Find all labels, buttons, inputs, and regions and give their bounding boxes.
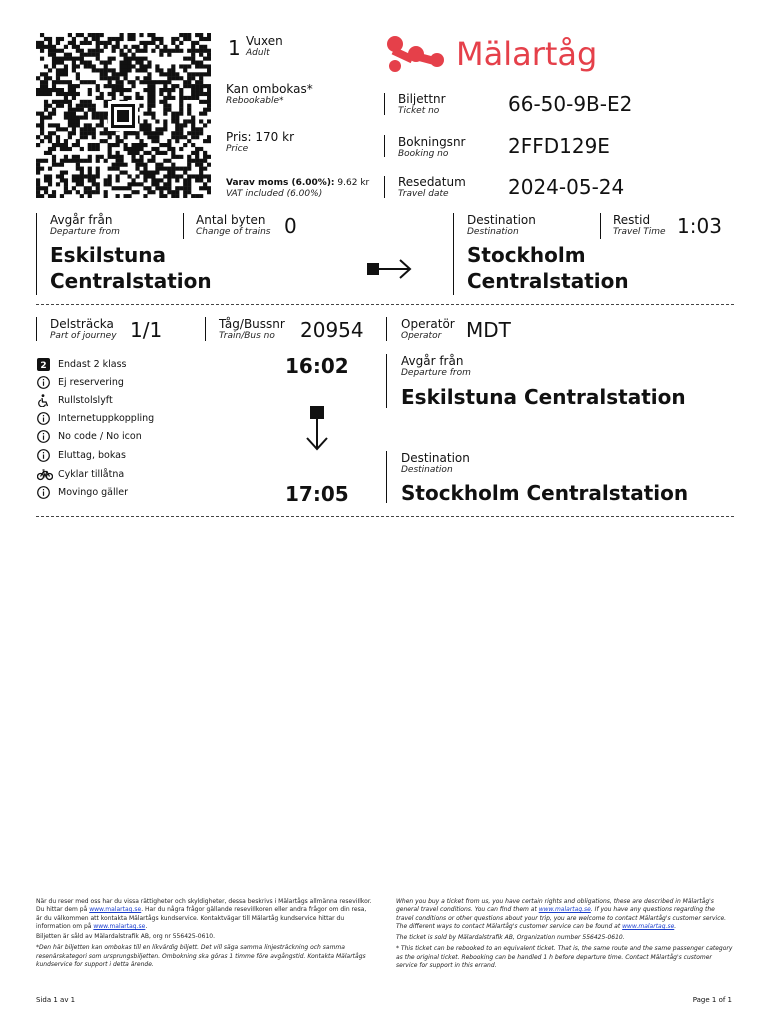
page-number-sv: Sida 1 av 1: [36, 996, 76, 1004]
price: [226, 131, 294, 154]
ticket-no-en: Ticket no: [398, 106, 440, 116]
booking-no: 2FFD129E: [508, 134, 610, 158]
travel-time-sv: Restid: [613, 213, 651, 227]
changes-label: [196, 214, 271, 237]
part-en: Part of journey: [50, 331, 117, 341]
feature-item: [37, 375, 124, 389]
feature-label: No code / No icon: [58, 430, 142, 442]
footer-en-link[interactable]: www.malartag.se: [622, 922, 675, 930]
footer-sv-text: . Har du några frågor gällande reseviIlkoren eller andra frågor om din resa, är du välkommen att kontakta Mälartågs kundservice. Kontaktvägar till Mälartåg kundservice hittar du information om på: [36, 906, 367, 930]
travel-date-label: [398, 176, 466, 199]
footer-english: [396, 898, 734, 970]
journey-departure-sv: Avgår från: [50, 213, 113, 227]
train-label: [219, 318, 285, 341]
changes-count: 0: [284, 214, 297, 238]
train-en: Train/Bus no: [219, 331, 275, 341]
price-en: Price: [226, 144, 249, 154]
booking-no-en: Booking no: [398, 149, 449, 159]
journey-destination-en: Destination: [467, 227, 519, 237]
footer-sv-link[interactable]: www.malartag.se: [89, 906, 142, 914]
footer-en-paragraph: [396, 898, 734, 931]
divider: [36, 304, 734, 305]
footer-en-text: . If you have any questions regarding the travel conditions or other questions about your trip, you are welcome to contact Mälartåg's customer service. The different ways to contact Mälartåg's customer service can be found at: [396, 906, 727, 930]
feature-label: Cyklar tillåtna: [58, 468, 125, 480]
footer-sv-seller: Biljetten är såld av Mälardalstrafik AB, org nr 556425-0610.: [36, 933, 215, 941]
feature-label: Rullstolslyft: [58, 394, 113, 406]
departure-time: 16:02: [285, 354, 349, 378]
operator-sv: Operatör: [401, 317, 455, 331]
part-sv: Delsträcka: [50, 317, 114, 331]
leg-to-sv: Destination: [401, 451, 470, 465]
passenger-type-en: Adult: [246, 48, 270, 58]
feature-item: [37, 357, 127, 371]
changes-en: Change of trains: [196, 227, 271, 237]
operator: MDT: [466, 318, 511, 342]
travel-time-en: Travel Time: [613, 227, 666, 237]
ticket-no: 66-50-9B-E2: [508, 92, 633, 116]
footer-en-rebook: * This ticket can be rebooked to an equivalent ticket. That is, the same route and the same passenger category as the original ticket. Rebooking can be handled 1 h before departure time. Contact Mälartåg's customer service for support in this errand.: [396, 945, 733, 970]
divider: [36, 516, 734, 517]
feature-label: Internetuppkoppling: [58, 412, 155, 424]
operator-label: [401, 318, 455, 341]
footer-sv-text: .: [145, 922, 148, 930]
footer-sv-paragraph: [36, 898, 372, 931]
rebookable: [226, 83, 313, 106]
operator-en: Operator: [401, 331, 442, 341]
svg-text:2: 2: [40, 360, 47, 371]
vat-en: VAT included (6.00%): [226, 189, 323, 199]
arrival-time: 17:05: [285, 482, 349, 506]
feature-label: Endast 2 klass: [58, 358, 127, 370]
info-icon: [37, 486, 50, 499]
footer-en-text: When you buy a ticket from us, you have certain rights and obligations, these are described in Mälartåg's general travel conditions. You can find them at: [396, 898, 714, 914]
booking-no-label: [398, 136, 465, 159]
rebookable-sv: Kan ombokas*: [226, 82, 313, 96]
journey-departure-line1: Eskilstuna: [50, 243, 167, 267]
journey-destination-line2: Centralstation: [467, 269, 629, 293]
travel-date-en: Travel date: [398, 189, 449, 199]
feature-item: [37, 411, 154, 425]
footer-en-seller: The ticket is sold by Mälardalstrafik AB, Organization number 556425-0610.: [396, 934, 625, 942]
leg-to-en: Destination: [401, 465, 453, 475]
leg-from-en: Departure from: [401, 368, 471, 378]
journey-departure-label: [50, 214, 120, 237]
passenger-count: 1: [228, 36, 241, 60]
footer-sv-text: När du reser med oss har du vissa rättigheter och skyldigheter, dessa beskrivs i Mälartågs allmänna reseviIlkor. Du hittar dem på: [36, 898, 372, 914]
brand-logo: [384, 34, 597, 74]
feature-item: [37, 393, 113, 407]
footer-sv-rebook: *Den här biljetten kan ombokas till en likvärdig biljett. Det vill säga samma linjesträckning och samma resenärskategori som ursprungsbiljetten. Ombokning ska göras 1 timme före avgångstid. Kontakta Mälartågs kundservice for support i detta ärende.: [36, 944, 366, 969]
feature-item: [37, 429, 142, 443]
brand-name: Mälartåg: [456, 35, 598, 73]
journey-destination-line1: Stockholm: [467, 243, 586, 267]
ticket-no-label: [398, 93, 446, 116]
ticket-no-sv: Biljettnr: [398, 92, 446, 106]
info-icon: [37, 449, 50, 462]
vat-value: 9.62 kr: [337, 178, 370, 188]
second-class-icon: [37, 358, 50, 371]
journey-destination-label: [467, 214, 536, 237]
journey-departure-en: Departure from: [50, 227, 120, 237]
passenger-type-sv: Vuxen: [246, 34, 283, 48]
leg-to-label: [401, 452, 470, 475]
booking-no-sv: Bokningsnr: [398, 135, 466, 149]
vat: [226, 178, 369, 199]
info-icon: [37, 412, 50, 425]
price-sv: Pris: 170 kr: [226, 130, 295, 144]
travel-time: 1:03: [677, 214, 722, 238]
info-icon: [37, 376, 50, 389]
travel-date: 2024-05-24: [508, 175, 625, 199]
train-no: 20954: [300, 318, 364, 342]
journey-destination-sv: Destination: [467, 213, 536, 227]
footer-en-text: .: [674, 922, 677, 930]
malartag-logo-icon: [384, 34, 448, 74]
qr-code: [36, 33, 211, 198]
footer-en-link[interactable]: www.malartag.se: [538, 906, 591, 914]
part-value: 1/1: [130, 318, 163, 342]
wheelchair-icon: [37, 394, 50, 407]
changes-sv: Antal byten: [196, 213, 266, 227]
leg-from-station: Eskilstuna Centralstation: [401, 385, 686, 409]
travel-date-sv: Resedatum: [398, 175, 466, 189]
train-sv: Tåg/Bussnr: [219, 317, 285, 331]
travel-time-label: [613, 214, 666, 237]
feature-item: [37, 467, 124, 481]
feature-item: [37, 485, 128, 499]
arrow-down-icon: [302, 404, 332, 452]
journey-destination-station: [467, 242, 629, 294]
footer-sv-link[interactable]: www.malartag.se: [93, 922, 146, 930]
leg-from-label: [401, 355, 471, 378]
rebookable-en: Rebookable*: [226, 96, 284, 106]
journey-departure-line2: Centralstation: [50, 269, 212, 293]
footer-swedish: [36, 898, 372, 969]
bicycle-icon: [37, 468, 53, 481]
info-icon: [37, 430, 50, 443]
feature-label: Ej reservering: [58, 376, 124, 388]
leg-from-sv: Avgår från: [401, 354, 464, 368]
leg-to-station: Stockholm Centralstation: [401, 481, 689, 505]
feature-item: [37, 448, 126, 462]
feature-label: Eluttag, bokas: [58, 449, 126, 461]
journey-departure-station: [50, 242, 212, 294]
part-label: [50, 318, 117, 341]
arrow-right-icon: [364, 256, 414, 282]
passenger-type: [246, 35, 283, 58]
page-number-en: Page 1 of 1: [692, 996, 732, 1004]
vat-label: Varav moms (6.00%):: [226, 178, 335, 188]
feature-label: Movingo gäller: [58, 486, 129, 498]
